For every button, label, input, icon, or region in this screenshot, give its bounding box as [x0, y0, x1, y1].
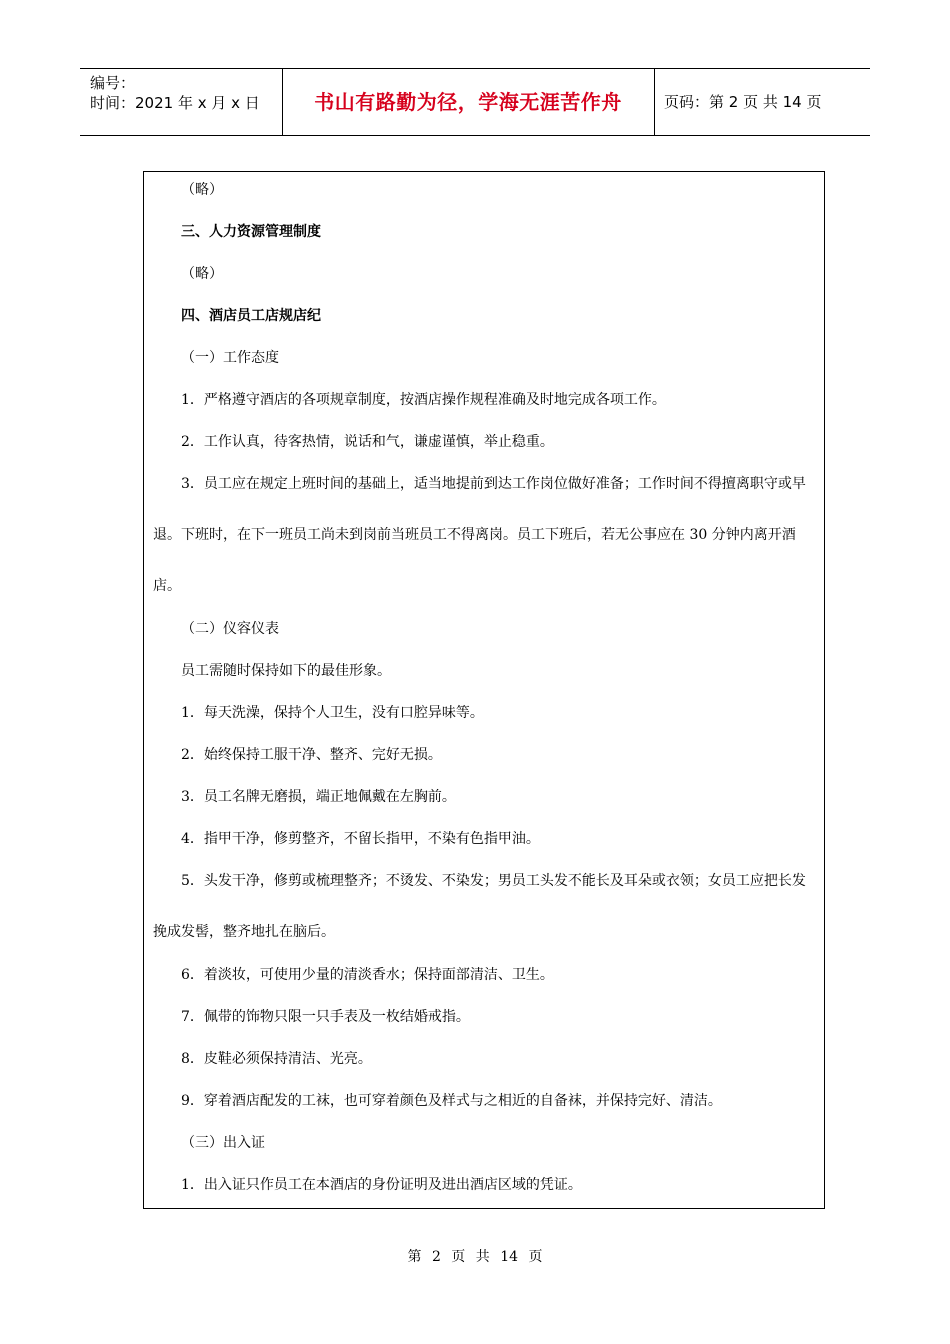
subheading-appearance: （二）仪容仪表 [181, 621, 279, 637]
list-item: 7．佩带的饰物只限一只手表及一枚结婚戒指。 [181, 1009, 470, 1025]
subheading-access-pass: （三）出入证 [181, 1135, 265, 1151]
list-item: 8．皮鞋必须保持清洁、光亮。 [181, 1051, 372, 1067]
section-heading-rules: 四、酒店员工店规店纪 [181, 308, 321, 324]
list-item: 3．员工名牌无磨损，端正地佩戴在左胸前。 [181, 789, 456, 805]
document-number-label: 编号： [90, 74, 136, 92]
document-date: 时间：2021 年 x 月 x 日 [90, 94, 260, 112]
paragraph-omitted-2: （略） [181, 266, 223, 282]
content-frame [143, 171, 825, 1209]
section-heading-hr: 三、人力资源管理制度 [181, 224, 321, 240]
list-item: 9．穿着酒店配发的工袜，也可穿着颜色及样式与之相近的自备袜，并保持完好、清洁。 [181, 1093, 722, 1109]
header-motto: 书山有路勤为径，学海无涯苦作舟 [314, 90, 622, 114]
document-body [153, 179, 817, 1216]
list-item: 6．着淡妆，可使用少量的清淡香水；保持面部清洁、卫生。 [181, 967, 554, 983]
header-page-indicator: 页码：第 2 页 共 14 页 [664, 93, 822, 111]
list-item: 1．严格遵守酒店的各项规章制度，按酒店操作规程准确及时地完成各项工作。 [181, 392, 666, 408]
list-item: 2．始终保持工服干净、整齐、完好无损。 [181, 747, 442, 763]
page-header [80, 68, 870, 136]
paragraph-omitted-1: （略） [181, 182, 223, 198]
paragraph-intro: 员工需随时保持如下的最佳形象。 [181, 663, 391, 679]
header-meta [90, 73, 280, 113]
list-item: 4．指甲干净，修剪整齐，不留长指甲，不染有色指甲油。 [181, 831, 540, 847]
header-divider-right [654, 69, 655, 136]
list-item: 5．头发干净，修剪或梳理整齐；不烫发、不染发；男员工头发不能长及耳朵或衣领；女员工应把长发挽成发髻，整齐地扎在脑后。 [153, 873, 806, 940]
list-item: 2．工作认真，待客热情，说话和气，谦虚谨慎，举止稳重。 [181, 434, 554, 450]
subheading-work-attitude: （一）工作态度 [181, 350, 279, 366]
list-item: 3．员工应在规定上班时间的基础上，适当地提前到达工作岗位做好准备；工作时间不得擅离职守或早退。下班时，在下一班员工尚未到岗前当班员工不得离岗。员工下班后，若无公事应在 30 分钟内离开酒店。 [153, 476, 806, 594]
list-item: 1．每天洗澡，保持个人卫生，没有口腔异味等。 [181, 705, 484, 721]
list-item: 1．出入证只作员工在本酒店的身份证明及进出酒店区域的凭证。 [181, 1177, 582, 1193]
page-footer: 第 2 页 共 14 页 [407, 1249, 543, 1265]
